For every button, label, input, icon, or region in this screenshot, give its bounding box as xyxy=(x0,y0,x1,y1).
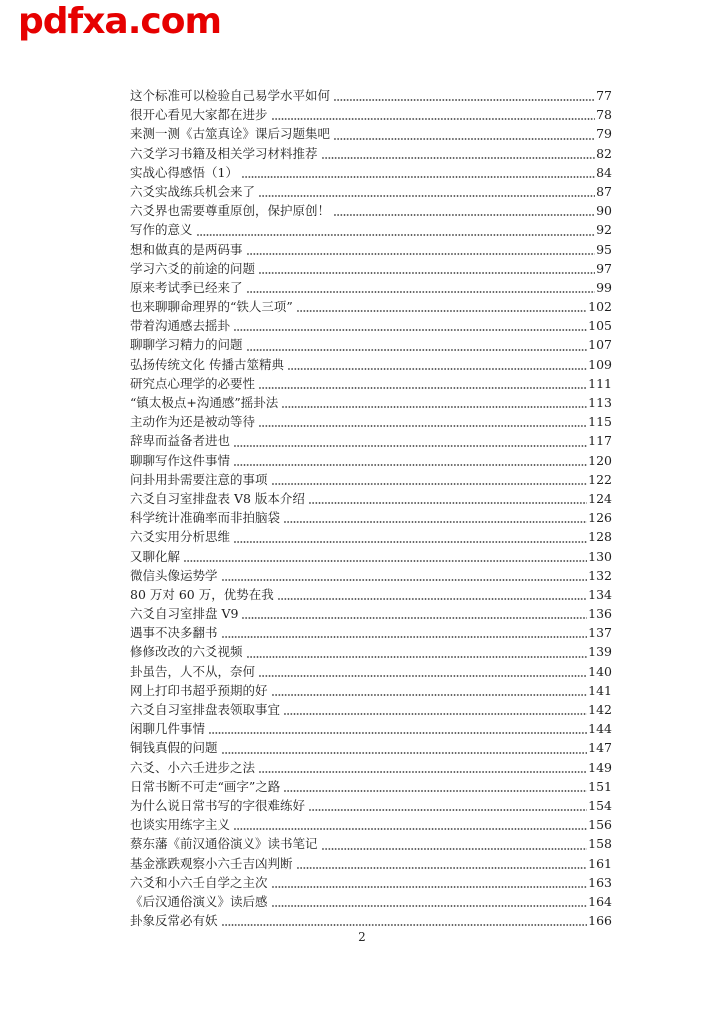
toc-entry-page: 132 xyxy=(588,567,612,583)
dot-leader xyxy=(222,636,588,638)
toc-entry-title: 闲聊几件事情 xyxy=(130,721,206,737)
dot-leader xyxy=(242,617,587,619)
toc-entry-page: 84 xyxy=(596,164,612,180)
toc-entry-page: 126 xyxy=(588,510,612,526)
toc-entry-page: 105 xyxy=(588,318,612,334)
toc-entry xyxy=(130,719,612,738)
dot-leader xyxy=(247,656,588,658)
dot-leader xyxy=(247,349,588,351)
toc-entry-title: 遇事不决多翻书 xyxy=(130,625,218,641)
toc-entry-page: 115 xyxy=(588,414,612,430)
toc-entry-title: 六爻自习室排盘 V9 xyxy=(130,606,239,622)
toc-entry xyxy=(130,163,612,182)
toc-entry xyxy=(130,815,612,834)
dot-leader xyxy=(247,291,596,293)
toc-entry-title: 科学统计准确率而非拍脑袋 xyxy=(130,510,281,526)
dot-leader xyxy=(334,99,595,101)
dot-leader xyxy=(234,329,587,331)
toc-entry xyxy=(130,585,612,604)
dot-leader xyxy=(334,214,595,216)
toc-entry xyxy=(130,892,612,911)
dot-leader xyxy=(297,310,587,312)
dot-leader xyxy=(334,138,595,140)
dot-leader xyxy=(322,848,588,850)
dot-leader xyxy=(259,771,587,773)
dot-leader xyxy=(272,886,588,888)
dot-leader xyxy=(234,445,587,447)
dot-leader xyxy=(259,195,595,197)
toc-entry xyxy=(130,527,612,546)
dot-leader xyxy=(234,464,587,466)
toc-entry-page: 109 xyxy=(588,356,612,372)
toc-entry xyxy=(130,738,612,757)
toc-entry xyxy=(130,642,612,661)
toc-entry-title: 想和做真的是两码事 xyxy=(130,241,243,257)
toc-entry-page: 130 xyxy=(588,548,612,564)
toc-entry-page: 163 xyxy=(588,874,612,890)
dot-leader xyxy=(259,675,587,677)
toc-entry-page: 79 xyxy=(596,126,612,142)
toc-entry xyxy=(130,777,612,796)
dot-leader xyxy=(184,560,587,562)
toc-entry-page: 134 xyxy=(588,586,612,602)
dot-leader xyxy=(309,809,587,811)
toc-entry-page: 77 xyxy=(596,88,612,103)
toc-entry-page: 120 xyxy=(588,452,612,468)
dot-leader xyxy=(272,694,588,696)
toc-entry-title: 研究点心理学的必要性 xyxy=(130,375,256,391)
toc-entry-title: 来测一测《古筮真诠》课后习题集吧 xyxy=(130,126,331,142)
toc-entry-title: 网上打印书超乎预期的好 xyxy=(130,682,268,698)
toc-entry-title: “镇太极点+沟通感”摇卦法 xyxy=(130,395,279,410)
toc-entry-title: 六爻学习书籍及相关学习材料推荐 xyxy=(130,145,318,161)
toc-entry xyxy=(130,508,612,527)
toc-entry-page: 102 xyxy=(588,299,612,315)
toc-entry xyxy=(130,662,612,681)
toc-entry-title: 写作的意义 xyxy=(130,222,193,238)
toc-entry xyxy=(130,700,612,719)
toc-entry-title: 聊聊学习精力的问题 xyxy=(130,337,243,353)
toc-entry-page: 142 xyxy=(588,702,612,717)
dot-leader xyxy=(247,253,596,255)
page-number: 2 xyxy=(358,930,366,944)
toc-entry-page: 166 xyxy=(588,913,612,929)
toc-entry-title: 问卦用卦需要注意的事项 xyxy=(130,471,268,487)
toc-entry xyxy=(130,604,612,623)
toc-entry-title: 又聊化解 xyxy=(130,548,181,564)
toc-entry-title: 带着沟通感去摇卦 xyxy=(130,318,231,334)
dot-leader xyxy=(234,541,587,543)
dot-leader xyxy=(272,118,596,120)
toc-entry xyxy=(130,834,612,853)
dot-leader xyxy=(209,732,587,734)
toc-entry-title: 铜钱真假的问题 xyxy=(130,740,218,756)
toc-entry-title: 微信头像运势学 xyxy=(130,567,218,583)
toc-entry xyxy=(130,489,612,508)
toc-entry-title: 弘扬传统文化 传播古筮精典 xyxy=(130,356,284,372)
dot-leader xyxy=(222,579,588,581)
toc-entry xyxy=(130,86,612,105)
toc-entry-title: 蔡东藩《前汉通俗演义》读书笔记 xyxy=(130,836,318,852)
toc-entry-title: 六爻和小六壬自学之主次 xyxy=(130,874,268,890)
toc-entry-title: 日常书断不可走“画字”之路 xyxy=(130,778,281,794)
toc-entry-page: 78 xyxy=(596,107,612,123)
toc-entry-page: 82 xyxy=(596,145,612,161)
toc-entry-page: 136 xyxy=(588,606,612,622)
toc-entry-title: 卦象反常必有妖 xyxy=(130,913,218,929)
dot-leader xyxy=(222,752,588,754)
toc-entry xyxy=(130,547,612,566)
dot-leader xyxy=(197,234,596,236)
toc-entry xyxy=(130,758,612,777)
toc-entry xyxy=(130,796,612,815)
toc-entry-page: 137 xyxy=(588,625,612,641)
toc-entry-page: 92 xyxy=(596,222,612,238)
toc-entry xyxy=(130,431,612,450)
toc-entry xyxy=(130,259,612,278)
toc-entry-page: 164 xyxy=(588,893,612,909)
toc-entry xyxy=(130,355,612,374)
toc-entry-title: 实战心得感悟（1） xyxy=(130,164,238,180)
toc-entry xyxy=(130,911,612,930)
toc-entry-title: 为什么说日常书写的字很难练好 xyxy=(130,797,306,813)
toc-entry-page: 154 xyxy=(588,797,612,813)
toc-entry-page: 87 xyxy=(596,183,612,199)
table-of-contents xyxy=(130,86,612,930)
dot-leader xyxy=(259,272,595,274)
dot-leader xyxy=(259,387,587,389)
toc-entry-page: 141 xyxy=(588,682,612,698)
toc-entry xyxy=(130,374,612,393)
toc-entry-title: 辞卑而益备者进也 xyxy=(130,433,231,449)
toc-entry-title: 卦虽告，人不从，奈何 xyxy=(130,663,256,679)
pdfxa-logo[interactable]: pdfxa.com xyxy=(18,1,221,42)
toc-entry-title: 学习六爻的前途的问题 xyxy=(130,260,256,276)
toc-entry-title: 六爻自习室排盘表 V8 版本介绍 xyxy=(130,490,305,506)
toc-entry-title: 很开心看见大家都在进步 xyxy=(130,107,268,123)
toc-entry-page: 99 xyxy=(596,279,612,295)
toc-entry xyxy=(130,124,612,143)
toc-entry-page: 113 xyxy=(588,395,612,410)
toc-entry xyxy=(130,335,612,354)
toc-entry-title: 也谈实用练字主义 xyxy=(130,817,231,833)
toc-entry xyxy=(130,105,612,124)
toc-entry-title: 六爻、小六壬进步之法 xyxy=(130,759,256,775)
toc-entry xyxy=(130,182,612,201)
toc-entry-page: 128 xyxy=(588,529,612,545)
dot-leader xyxy=(309,502,587,504)
dot-leader xyxy=(322,157,596,159)
toc-entry-title: 80 万对 60 万，优势在我 xyxy=(130,586,274,602)
toc-entry-page: 144 xyxy=(588,721,612,737)
toc-entry xyxy=(130,220,612,239)
toc-entry-page: 140 xyxy=(588,663,612,679)
toc-entry xyxy=(130,623,612,642)
toc-entry xyxy=(130,240,612,259)
toc-entry-page: 124 xyxy=(588,490,612,506)
toc-entry-page: 90 xyxy=(596,203,612,219)
toc-entry xyxy=(130,854,612,873)
dot-leader xyxy=(284,790,587,792)
dot-leader xyxy=(288,368,587,370)
toc-entry-page: 149 xyxy=(588,759,612,775)
toc-entry-page: 158 xyxy=(588,836,612,852)
dot-leader xyxy=(242,176,595,178)
toc-entry-page: 151 xyxy=(588,778,612,794)
dot-leader xyxy=(282,406,587,408)
dot-leader xyxy=(284,713,587,715)
toc-entry-title: 这个标准可以检验自己易学水平如何 xyxy=(130,88,331,103)
toc-entry xyxy=(130,681,612,700)
toc-entry-title: 也来聊聊命理界的“铁人三项” xyxy=(130,299,293,315)
toc-entry-title: 六爻实战练兵机会来了 xyxy=(130,183,256,199)
toc-entry-title: 基金涨跌观察小六壬吉凶判断 xyxy=(130,855,293,871)
dot-leader xyxy=(234,828,587,830)
toc-entry xyxy=(130,451,612,470)
toc-entry-title: 主动作为还是被动等待 xyxy=(130,414,256,430)
dot-leader xyxy=(284,521,587,523)
toc-entry-page: 111 xyxy=(588,375,612,391)
toc-entry-title: 六爻界也需要尊重原创，保护原创！ xyxy=(130,203,331,219)
dot-leader xyxy=(259,425,587,427)
dot-leader xyxy=(222,924,588,926)
toc-entry xyxy=(130,278,612,297)
toc-entry-title: 六爻自习室排盘表领取事宜 xyxy=(130,702,281,717)
toc-entry-title: 《后汉通俗演义》读后感 xyxy=(130,893,268,909)
toc-entry-title: 聊聊写作这件事情 xyxy=(130,452,231,468)
toc-entry-page: 107 xyxy=(588,337,612,353)
toc-entry xyxy=(130,412,612,431)
toc-entry-page: 117 xyxy=(588,433,612,449)
toc-entry xyxy=(130,470,612,489)
dot-leader xyxy=(297,867,588,869)
toc-entry-page: 95 xyxy=(596,241,612,257)
toc-entry xyxy=(130,393,612,412)
dot-leader xyxy=(272,905,588,907)
toc-entry-page: 161 xyxy=(588,855,612,871)
toc-entry-title: 修修改改的六爻视频 xyxy=(130,644,243,660)
toc-entry xyxy=(130,873,612,892)
toc-entry-page: 97 xyxy=(596,260,612,276)
toc-entry xyxy=(130,201,612,220)
toc-entry-title: 原来考试季已经来了 xyxy=(130,279,243,295)
dot-leader xyxy=(272,483,588,485)
toc-entry-title: 六爻实用分析思维 xyxy=(130,529,231,545)
toc-entry xyxy=(130,316,612,335)
toc-entry-page: 122 xyxy=(588,471,612,487)
toc-entry xyxy=(130,144,612,163)
toc-entry-page: 156 xyxy=(588,817,612,833)
toc-entry-page: 139 xyxy=(588,644,612,660)
dot-leader xyxy=(278,598,587,600)
toc-entry xyxy=(130,297,612,316)
toc-entry xyxy=(130,566,612,585)
toc-entry-page: 147 xyxy=(588,740,612,756)
